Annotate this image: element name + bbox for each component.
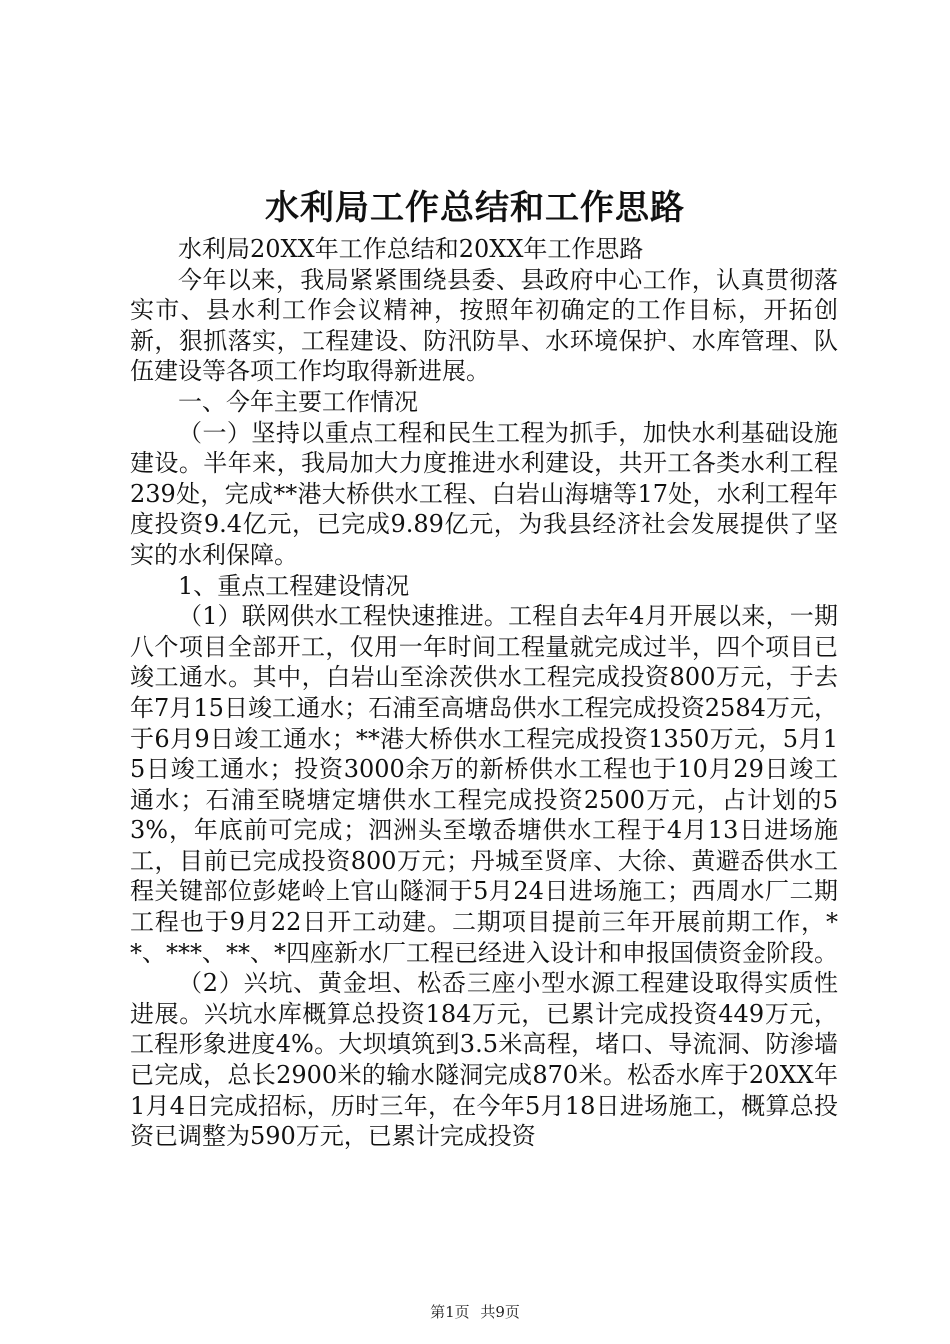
- item-heading-1: 1、重点工程建设情况: [178, 571, 410, 600]
- subsection-paragraph-1: （一）坚持以重点工程和民生工程为抓手，加快水利基础设施建设。半年来，我局加大力度推进水利建设，共开工各类水利工程239处，完成**港大桥供水工程、白岩山海塘等17处，水利工程年度投资9.4亿元，已完成9.89亿元，为我县经济社会发展提供了坚实的水利保障。: [130, 418, 838, 569]
- document-body: [130, 234, 838, 1152]
- page-total: 共9页: [480, 1303, 520, 1321]
- subtitle-paragraph: 水利局20XX年工作总结和20XX年工作思路: [178, 235, 644, 263]
- page-number: 第1页: [430, 1303, 470, 1321]
- intro-paragraph: 今年以来，我局紧紧围绕县委、县政府中心工作，认真贯彻落实市、县水利工作会议精神，按照年初确定的工作目标，开拓创新，狠抓落实，工程建设、防汛防旱、水环境保护、水库管理、队伍建设等各项工作均取得新进展。: [130, 265, 838, 386]
- item-paragraph-1: （1）联网供水工程快速推进。工程自去年4月开展以来，一期八个项目全部开工，仅用一年时间工程量就完成过半，四个项目已竣工通水。其中，白岩山至涂茨供水工程完成投资800万元，于去年7月15日竣工通水；石浦至高塘岛供水工程完成投资2584万元，于6月9日竣工通水；**港大桥供水工程完成投资1350万元，5月15日竣工通水；投资3000余万的新桥供水工程也于10月29日竣工通水；石浦至晓塘定塘供水工程完成投资2500万元，占计划的53%，年底前可完成；泗洲头至墩岙塘供水工程于4月13日进场施工，目前已完成投资800万元；丹城至贤庠、大徐、黄避岙供水工程关键部位彭姥岭上官山隧洞于5月24日进场施工；西周水厂二期工程也于9月22日开工动建。二期项目提前三年开展前期工作，**、***、**、*四座新水厂工程已经进入设计和申报国债资金阶段。: [130, 602, 838, 967]
- item-paragraph-2: （2）兴坑、黄金坦、松岙三座小型水源工程建设取得实质性进展。兴坑水库概算总投资184万元，已累计完成投资449万元，工程形象进度4%。大坝填筑到3.5米高程，堵口、导流洞、防渗墙已完成，总长2900米的输水隧洞完成870米。松岙水库于20XX年1月4日完成招标，历时三年，在今年5月18日进场施工，概算总投资已调整为590万元，已累计完成投资: [130, 969, 838, 1151]
- document-title: 水利局工作总结和工作思路: [265, 188, 685, 228]
- section-heading-1: 一、今年主要工作情况: [178, 387, 418, 416]
- page-footer: [0, 1302, 950, 1322]
